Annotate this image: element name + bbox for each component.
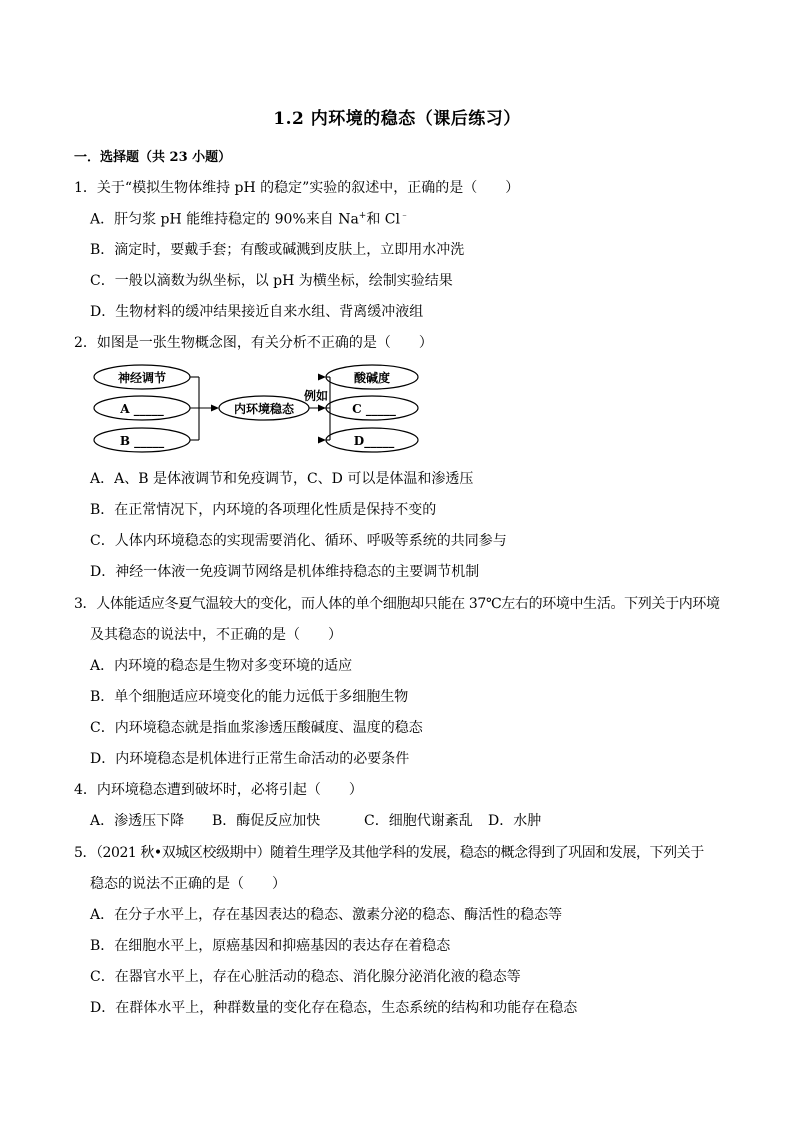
question-1-option-d: D．生物材料的缓冲结果接近自来水组、背离缓冲液组 — [90, 304, 424, 320]
question-3-option-d: D．内环境稳态是机体进行正常生命活动的必要条件 — [90, 751, 410, 767]
question-3-stem-line1: 3．人体能适应冬夏气温较大的变化，而人体的单个细胞却只能在 37℃左右的环境中生活。下列关于内环境 — [74, 596, 720, 612]
question-3-option-a: A．内环境的稳态是生物对多变环境的适应 — [90, 658, 353, 674]
diagram-label-right2: C _____ — [352, 402, 396, 416]
diagram-label-left3: B _____ — [119, 434, 165, 448]
question-5-option-d: D．在群体水平上，种群数量的变化存在稳态，生态系统的结构和功能存在稳态 — [90, 1000, 578, 1016]
section-heading: 一．选择题（共 23 小题） — [74, 150, 232, 165]
question-2-option-a: A．A、B 是体液调节和免疫调节，C、D 可以是体温和渗透压 — [90, 471, 474, 487]
question-4-option-d: D．水肿 — [488, 813, 542, 829]
diagram-label-left1: 神经调节 — [117, 371, 167, 385]
diagram-arrow-center — [211, 405, 219, 412]
page-title: 1.2 内环境的稳态（课后练习） — [273, 109, 521, 129]
option-a-text-mid: 和 Cl — [366, 211, 400, 228]
diagram-arrow-right1 — [318, 374, 326, 381]
diagram-arrow-right2 — [318, 405, 326, 412]
question-3-option-c: C．内环境稳态就是指血浆渗透压酸碱度、温度的稳态 — [90, 720, 423, 736]
question-4-stem: 4．内环境稳态遭到破坏时，必将引起（ ） — [74, 782, 363, 798]
superscript-plus: + — [358, 211, 367, 221]
question-2-option-b: B．在正常情况下，内环境的各项理化性质是保持不变的 — [90, 502, 437, 518]
question-4-option-c: C．细胞代谢紊乱 — [364, 813, 473, 829]
diagram-label-right3: D_____ — [353, 434, 395, 448]
question-1-option-b: B．滴定时，要戴手套；有酸或碱溅到皮肤上，立即用水冲洗 — [90, 242, 465, 258]
concept-diagram — [92, 362, 422, 457]
diagram-label-left2: A _____ — [120, 402, 164, 416]
question-3-option-b: B．单个细胞适应环境变化的能力远低于多细胞生物 — [90, 689, 409, 705]
question-5-option-b: B．在细胞水平上，原癌基因和抑癌基因的表达存在着稳态 — [90, 938, 451, 954]
diagram-arrow-right3 — [318, 437, 326, 444]
diagram-label-right1: 酸碱度 — [353, 371, 391, 385]
question-4-option-b: B．酶促反应加快 — [212, 813, 321, 829]
question-1-stem: 1．关于“模拟生物体维持 pH 的稳定”实验的叙述中，正确的是（ ） — [74, 180, 520, 196]
diagram-label-connector: 例如 — [303, 389, 329, 403]
question-1-option-c: C．一般以滴数为纵坐标，以 pH 为横坐标，绘制实验结果 — [90, 273, 453, 289]
question-1-option-a — [90, 208, 409, 229]
superscript-minus: ﹣ — [399, 211, 409, 221]
question-5-option-c: C．在器官水平上，存在心脏活动的稳态、消化腺分泌消化液的稳态等 — [90, 969, 521, 985]
question-5-option-a: A．在分子水平上，存在基因表达的稳态、激素分泌的稳态、酶活性的稳态等 — [90, 907, 563, 923]
diagram-label-center: 内环境稳态 — [233, 402, 295, 416]
question-5-stem-line2: 稳态的说法不正确的是（ ） — [90, 876, 286, 892]
question-2-option-d: D．神经一体液一免疫调节网络是机体维持稳态的主要调节机制 — [90, 564, 480, 580]
option-a-text: A．肝匀浆 pH 能维持稳定的 90%来自 Na — [90, 211, 359, 228]
question-2-option-c: C．人体内环境稳态的实现需要消化、循环、呼吸等系统的共同参与 — [90, 533, 507, 549]
question-4-option-a: A．渗透压下降 — [90, 813, 185, 829]
question-3-stem-line2: 及其稳态的说法中，不正确的是（ ） — [90, 627, 342, 643]
question-5-stem-line1: 5．（2021 秋•双城区校级期中）随着生理学及其他学科的发展，稳态的概念得到了巩固和发展，下列关于 — [74, 845, 704, 861]
question-2-stem: 2．如图是一张生物概念图，有关分析不正确的是（ ） — [74, 335, 433, 351]
